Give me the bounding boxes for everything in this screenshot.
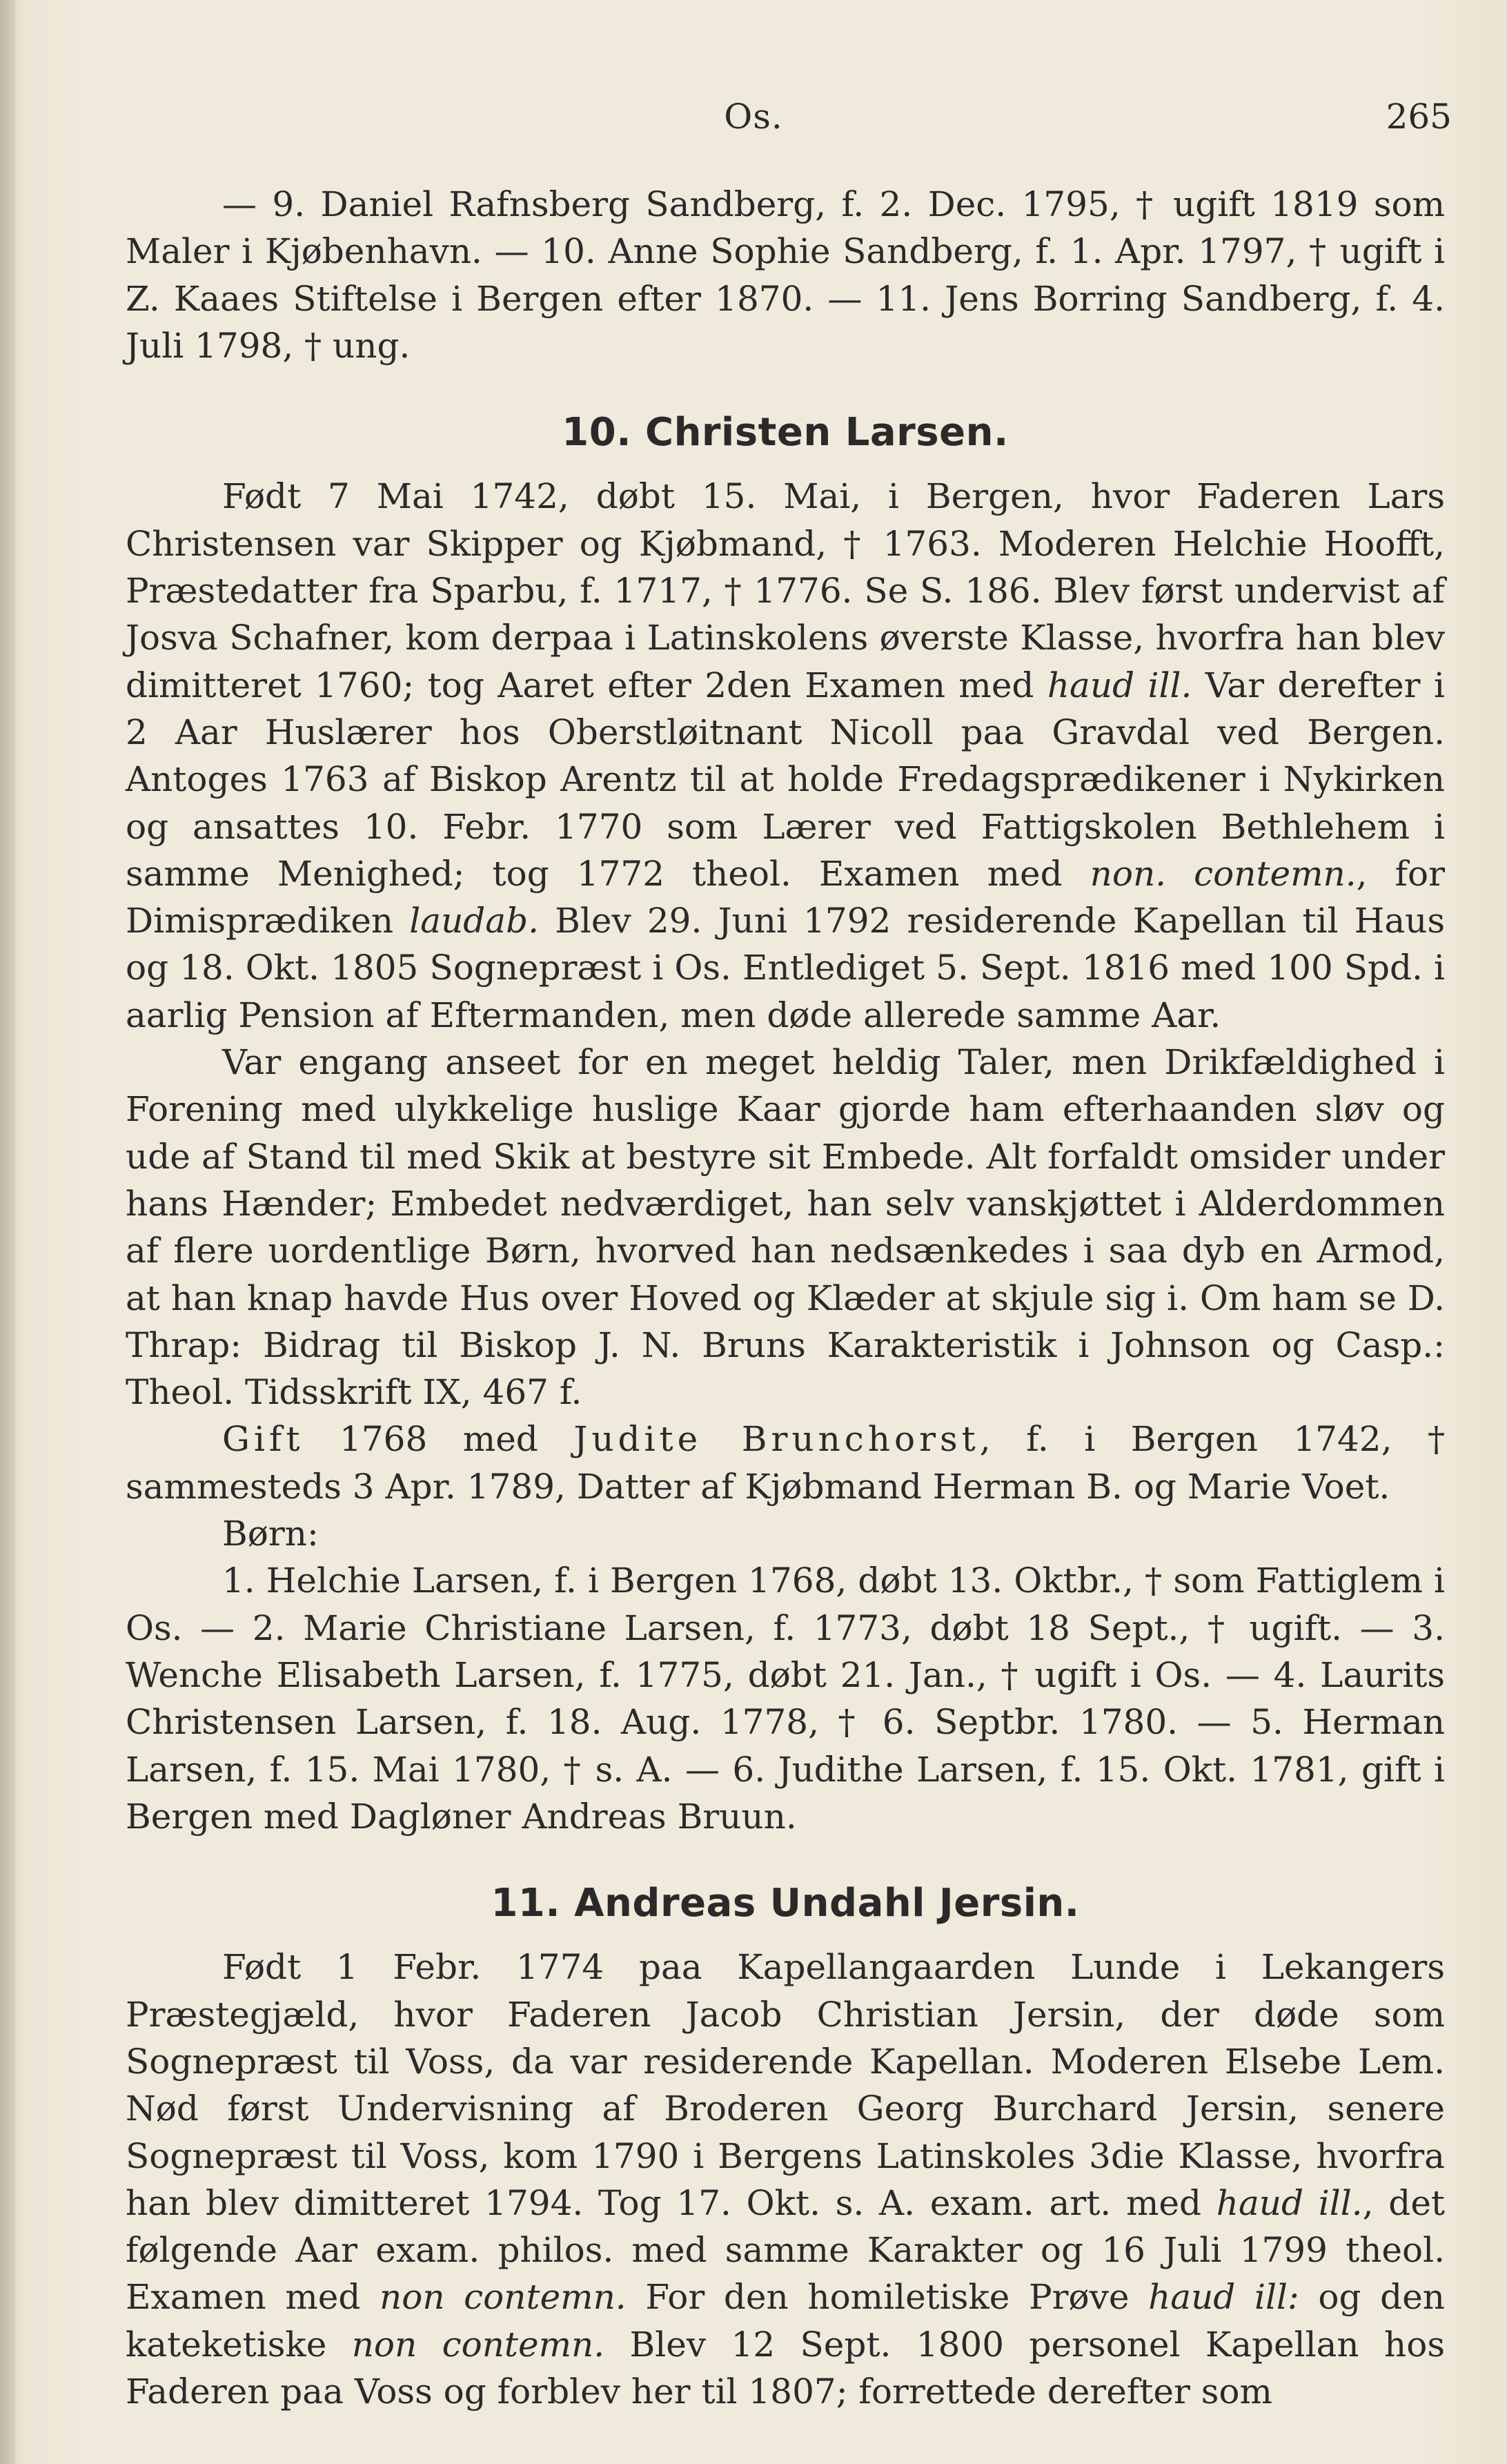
text-run: 1768 med: [304, 1419, 574, 1460]
section10-marriage: [126, 1416, 1445, 1510]
children-label: Børn:: [222, 1514, 319, 1554]
page-number: 265: [1386, 97, 1452, 137]
italic-run: non. contemn.: [1090, 853, 1357, 894]
text-run: , f. i Bergen 1742, † sammesteds 3 Apr. 1789, Datter af Kjøbmand Herman B. og Marie Voet.: [126, 1419, 1445, 1507]
spouse-name: Judite Brunchorst: [573, 1419, 980, 1460]
italic-run: non contemn.: [380, 2277, 627, 2318]
children-list: 1. Helchie Larsen, f. i Bergen 1768, døbt 13. Oktbr., † som Fattiglem i Os. — 2. Marie Christiane Larsen, f. 1773, døbt 18 Sept., † ugift. — 3. Wenche Elisabeth Larsen, f. 1775, døbt 21. Jan., † ugift i Os. — 4. Laurits Christensen Larsen, f. 18. Aug. 1778, † 6. Septbr. 1780. — 5. Herman Larsen, f. 15. Mai 1780, † s. A. — 6. Judithe Larsen, f. 15. Okt. 1781, gift i Bergen med Dagløner Andreas Bruun.: [126, 1561, 1445, 1837]
section10-paragraph-2: Var engang anseet for en meget heldig Taler, men Drikfældighed i Forening med ulykkelige huslige Kaar gjorde ham efterhaanden sløv og ude af Stand til med Skik at bestyre sit Embede. Alt forfaldt omsider under hans Hænder; Embedet nedværdiget, han selv vanskjøttet i Alderdommen af flere uordentlige Børn, hvorved han nedsænkedes i saa dyb en Armod, at han knap havde Hus over Hoved og Klæder at skjule sig i. Om ham se D. Thrap: Bidrag til Biskop J. N. Bruns Karakteristik i Johnson og Casp.: Theol. Tidsskrift IX, 467 f.: [126, 1042, 1445, 1413]
page-edge: [0, 0, 15, 2464]
text-run: Blev 12 Sept. 1800 personel Kapellan hos Faderen paa Voss og forblev her til 1807; forrettede derefter som: [126, 2324, 1446, 2412]
text-run: , for Dimisprædiken: [126, 853, 1446, 941]
section11-paragraph-1: [126, 1944, 1445, 2415]
spaced-run: Gift: [222, 1419, 304, 1460]
italic-run: non contemn.: [351, 2324, 605, 2365]
page-body: [126, 181, 1445, 2415]
text-run: Født 7 Mai 1742, døbt 15. Mai, i Bergen, hvor Faderen Lars Christensen var Skipper og Kjøbmand, † 1763. Moderen Helchie Hoofft, Præstedatter fra Sparbu, f. 1717, † 1776. Se S. 186. Blev først undervist af Josva Schafner, kom derpaa i Latinskolens øverste Klasse, hvorfra han blev dimitteret 1760; tog Aaret efter 2den Examen med: [126, 476, 1445, 705]
text-run: Var derefter i 2 Aar Huslærer hos Oberstløitnant Nicoll paa Gravdal ved Bergen. Antoges 1763 af Biskop Arentz til at holde Fredagsprædikener i Nykirken og ansattes 10. Febr. 1770 som Lærer ved Fattigskolen Bethlehem i samme Menighed; tog 1772 theol. Examen med: [126, 665, 1445, 894]
intro-paragraph: — 9. Daniel Rafnsberg Sandberg, f. 2. Dec. 1795, † ugift 1819 som Maler i Kjøbenhavn. — 10. Anne Sophie Sandberg, f. 1. Apr. 1797, † ugift i Z. Kaaes Stiftelse i Bergen efter 1870. — 11. Jens Borring Sandberg, f. 4. Juli 1798, † ung.: [126, 184, 1445, 366]
section-heading-11: 11. Andreas Undahl Jersin.: [491, 1881, 1080, 1926]
italic-run: laudab.: [409, 901, 540, 941]
text-run: Blev 29. Juni 1792 residerende Kapellan til Haus og 18. Okt. 1805 Sognepræst i Os. Entlediget 5. Sept. 1816 med 100 Spd. i aarlig Pension af Eftermanden, men døde allerede samme Aar.: [126, 901, 1445, 1035]
italic-run: haud ill:: [1148, 2277, 1299, 2318]
italic-run: haud ill.: [1216, 2182, 1363, 2223]
text-run: For den homiletiske Prøve: [626, 2277, 1149, 2318]
text-run: Født 1 Febr. 1774 paa Kapellangaarden Lunde i Lekangers Præstegjæld, hvor Faderen Jacob Christian Jersin, der døde som Sognepræst til Voss, da var residerende Kapellan. Moderen Elsebe Lem. Nød først Undervisning af Broderen Georg Burchard Jersin, senere Sognepræst til Voss, kom 1790 i Bergens Latinskoles 3die Klasse, hvorfra han blev dimitteret 1794. Tog 17. Okt. s. A. exam. art. med: [126, 1947, 1445, 2223]
section10-paragraph-1: [126, 473, 1445, 1039]
text-run: , det følgende Aar exam. philos. med samme Karakter og 16 Juli 1799 theol. Examen med: [126, 2182, 1445, 2318]
running-header: Os.: [724, 97, 783, 137]
text-run: og den kateketiske: [126, 2277, 1445, 2365]
section-heading-10: 10. Christen Larsen.: [562, 410, 1009, 456]
italic-run: haud ill.: [1047, 665, 1192, 705]
